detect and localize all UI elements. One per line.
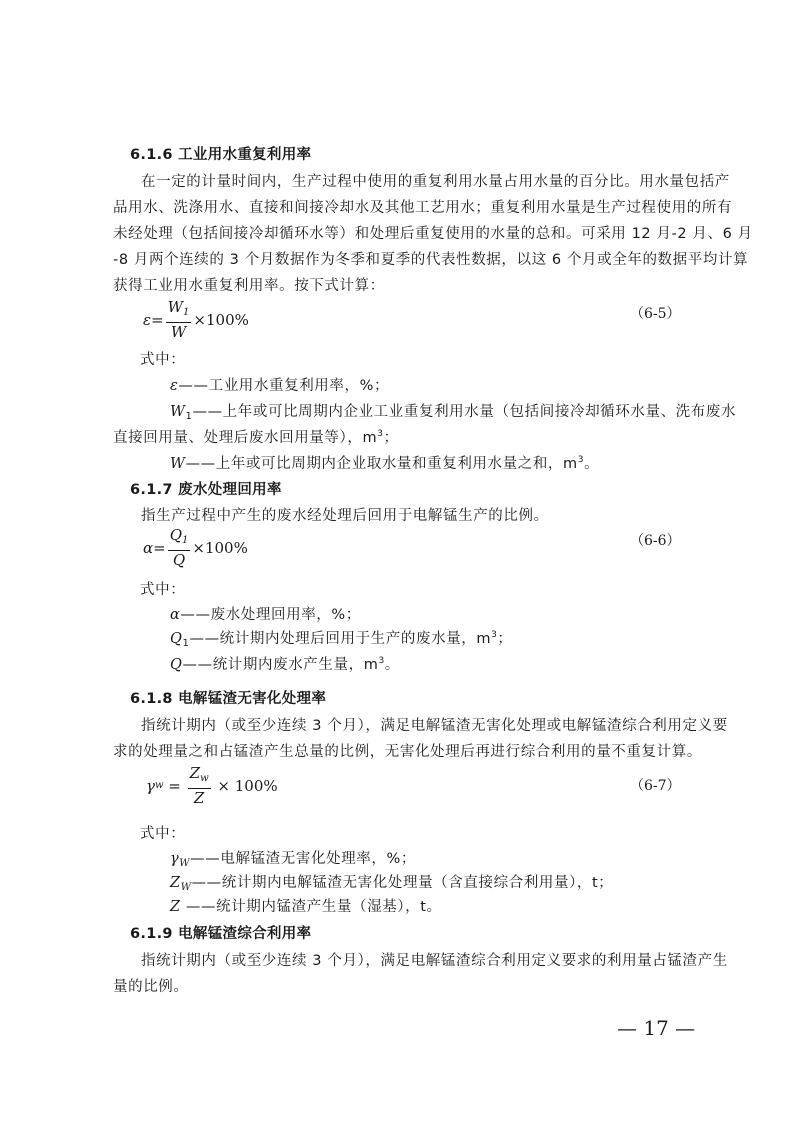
formula-rhs: ×100% [192, 538, 248, 557]
definition-line [170, 895, 442, 916]
definition-line [170, 603, 361, 624]
formula-fraction [168, 526, 191, 569]
equation-number: （6-5） [630, 306, 681, 322]
where-label: 式中： [140, 352, 186, 368]
formula-6-7 [146, 764, 278, 807]
definition-symbol-subscript: W [179, 858, 191, 869]
paragraph-line: 在一定的计量时间内，生产过程中使用的重复利用水量占用水量的百分比。用水量包括产 [141, 174, 730, 190]
formula-numerator: W [167, 298, 184, 316]
formula-6-5 [143, 298, 249, 341]
formula-numerator-subscript: 1 [182, 535, 189, 546]
paragraph-line: 量的比例。 [113, 979, 189, 995]
definition-symbol: W [170, 404, 186, 420]
definition-line [170, 871, 613, 893]
definition-text: ——工业用水重复利用率，%； [178, 378, 390, 394]
paragraph-line: 指生产过程中产生的废水经处理后回用于电解锰生产的比例。 [141, 508, 549, 524]
definition-symbol-subscript: W [180, 882, 192, 893]
paragraph-line: 品用水、洗涤用水、直接和间接冷却水及其他工艺用水；重复利用水量是生产过程使用的所有 [113, 200, 733, 216]
paragraph-line: 求的处理量之和占锰渣产生总量的比例，无害化处理后再进行综合利用的量不重复计算。 [113, 744, 702, 760]
definition-line [170, 374, 389, 395]
formula-lhs: α= [143, 538, 166, 557]
definition-symbol: W [170, 456, 186, 472]
paragraph-line: 获得工业用水重复利用率。按下式计算： [113, 278, 385, 294]
definition-symbol: Q [170, 657, 183, 673]
definition-text: ——上年或可比周期内企业取水量和重复利用水量之和，m [185, 456, 578, 472]
definition-line [170, 400, 736, 422]
where-label: 式中： [140, 826, 186, 842]
definition-text: ——统计期内处理后回用于生产的废水量，m [189, 631, 492, 647]
formula-6-6 [143, 526, 248, 569]
formula-numerator: Q [169, 526, 183, 544]
formula-numerator-subscript: w [200, 773, 209, 784]
formula-equals: = [163, 776, 186, 795]
section-heading-6-1-6: 6.1.6 工业用水重复利用率 [130, 147, 312, 163]
equation-number: （6-6） [630, 533, 681, 549]
formula-denominator: W [170, 323, 187, 341]
formula-numerator-subscript: 1 [183, 307, 190, 318]
paragraph-line: 指统计期内（或至少连续 3 个月），满足电解锰渣综合利用定义要求的利用量占锰渣产生 [141, 953, 728, 969]
formula-fraction [166, 298, 192, 341]
paragraph-line: -8 月两个连续的 3 个月数据作为冬季和夏季的代表性数据，以这 6 个月或全年的数据平均计算 [113, 252, 749, 268]
definition-line [170, 627, 513, 649]
definition-text: ——统计期内废水产生量，m [182, 657, 379, 673]
definition-end: 。 [384, 657, 400, 673]
definition-text: 直接回用量、处理后废水回用量等），m [113, 430, 378, 446]
where-label: 式中： [140, 582, 186, 598]
superscript: 3 [378, 656, 385, 666]
formula-lhs: γ [146, 776, 155, 795]
equation-number: （6-7） [630, 778, 681, 794]
formula-denominator: Q [172, 551, 186, 569]
definition-line [170, 452, 599, 473]
definition-symbol: Q [170, 631, 183, 647]
definition-end: ； [383, 430, 399, 446]
formula-rhs: × 100% [212, 776, 278, 795]
formula-rhs: ×100% [193, 310, 249, 329]
definition-text: ——废水处理回用率，%； [180, 607, 361, 623]
section-heading-6-1-8: 6.1.8 电解锰渣无害化处理率 [130, 691, 327, 707]
paragraph-line: 未经处理（包括间接冷却循环水等）和处理后重复使用的水量的总和。可采用 12 月-2 月、6 月 [113, 226, 753, 242]
definition-line [170, 653, 400, 674]
superscript: 3 [577, 455, 585, 465]
formula-numerator: Z [189, 764, 201, 782]
formula-lhs-subscript: w [154, 780, 164, 791]
superscript: 3 [377, 429, 384, 439]
definition-continuation [113, 426, 399, 447]
definition-text: ——电解锰渣无害化处理率，%； [190, 851, 416, 867]
definition-end: ； [497, 631, 513, 647]
definition-symbol: α [170, 607, 181, 623]
definition-text: ——统计期内电解锰渣无害化处理量（含直接综合利用量），t； [191, 875, 614, 891]
definition-symbol-subscript: 1 [182, 638, 190, 649]
definition-end: 。 [584, 456, 600, 472]
section-heading-6-1-7: 6.1.7 废水处理回用率 [130, 482, 282, 498]
definition-symbol: ε [170, 378, 179, 394]
definition-symbol: Z [170, 875, 181, 891]
section-heading-6-1-9: 6.1.9 电解锰渣综合利用率 [130, 926, 312, 942]
formula-fraction [188, 764, 211, 807]
superscript: 3 [491, 630, 498, 640]
definition-line [170, 847, 416, 869]
definition-text: ——统计期内锰渣产生量（湿基），t。 [180, 899, 442, 915]
formula-lhs: ε= [143, 310, 164, 329]
definition-symbol: Z [170, 899, 181, 915]
definition-symbol-subscript: 1 [185, 411, 193, 422]
definition-text: ——上年或可比周期内企业工业重复利用水量（包括间接冷却循环水量、洗布废水 [192, 404, 737, 420]
formula-denominator: Z [193, 789, 205, 807]
paragraph-line: 指统计期内（或至少连续 3 个月），满足电解锰渣无害化处理或电解锰渣综合利用定义要 [141, 718, 728, 734]
page-number: — 17 — [617, 1016, 696, 1040]
definition-symbol: γ [170, 851, 180, 867]
